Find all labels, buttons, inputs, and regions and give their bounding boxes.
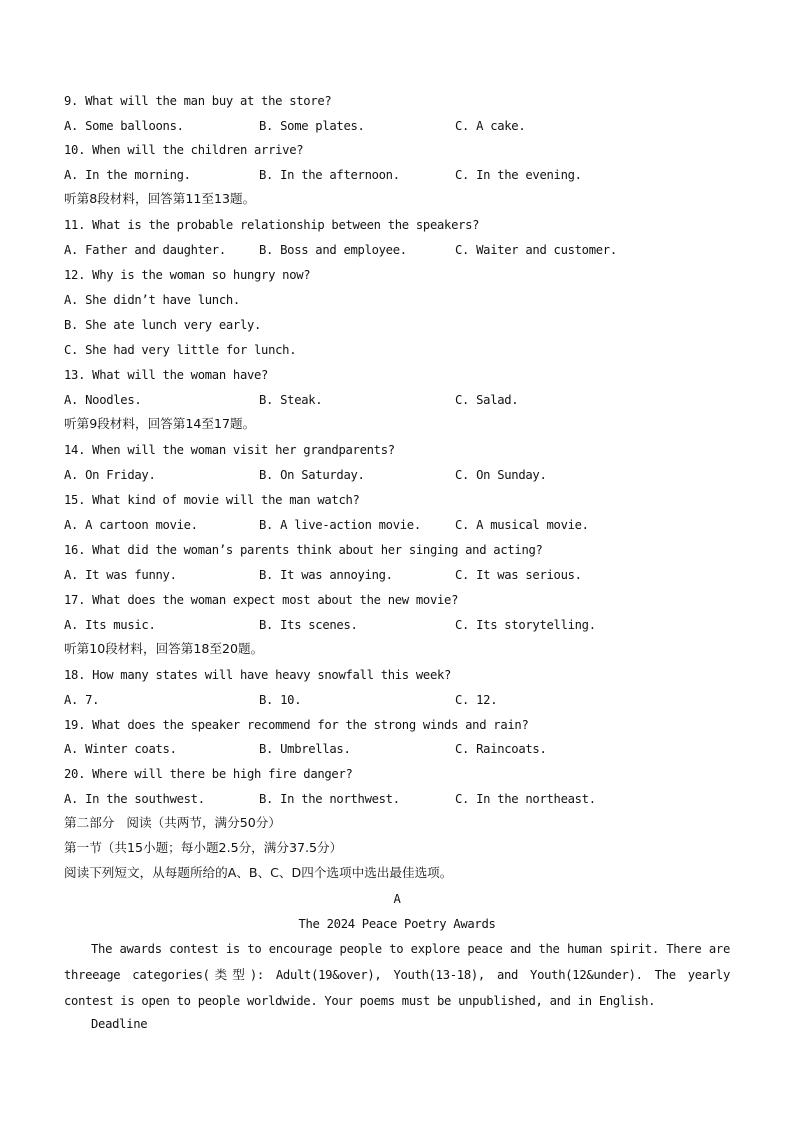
question-19-option-b: B. Umbrellas. [259,742,351,756]
question-18-option-a: A. 7. [64,693,100,707]
question-17-option-b: B. Its scenes. [259,618,358,632]
question-19-option-a: A. Winter coats. [64,742,177,756]
question-19-option-c: C. Raincoats. [455,742,547,756]
question-15-option-b: B. A live-action movie. [259,518,421,532]
part-2-title: 第二部分 阅读（共两节，满分50分） [64,815,281,830]
question-10-option-a: A. In the morning. [64,168,191,182]
question-20-option-b: B. In the northwest. [259,792,400,806]
question-10-option-c: C. In the evening. [455,168,582,182]
question-11-option-a: A. Father and daughter. [64,243,226,257]
question-10-stem: 10. When will the children arrive? [64,143,304,157]
question-12-option-b: B. She ate lunch very early. [64,318,262,332]
question-18-option-c: C. 12. [455,693,498,707]
question-11-option-b: B. Boss and employee. [259,243,407,257]
question-20-stem: 20. Where will there be high fire danger? [64,767,353,781]
question-18-option-b: B. 10. [259,693,302,707]
question-19-stem: 19. What does the speaker recommend for the strong winds and rain? [64,718,529,732]
question-9-option-a: A. Some balloons. [64,119,184,133]
question-17-option-c: C. Its storytelling. [455,618,596,632]
question-13-option-b: B. Steak. [259,393,323,407]
passage-label: A [393,892,401,906]
question-13-option-a: A. Noodles. [64,393,142,407]
question-17-stem: 17. What does the woman expect most about the new movie? [64,593,459,607]
question-20-option-c: C. In the northeast. [455,792,596,806]
passage-paragraph-1 [64,936,730,1014]
section-instruction-9: 听第9段材料，回答第14至17题。 [64,416,256,431]
section-1-instruction: 阅读下列短文，从每题所给的A、B、C、D四个选项中选出最佳选项。 [64,865,453,880]
question-12-option-a: A. She didn’t have lunch. [64,293,240,307]
section-instruction-10: 听第10段材料，回答第18至20题。 [64,641,264,656]
question-14-option-c: C. On Sunday. [455,468,547,482]
question-14-stem: 14. When will the woman visit her grandparents? [64,443,395,457]
question-14-option-b: B. On Saturday. [259,468,365,482]
question-15-option-a: A. A cartoon movie. [64,518,198,532]
question-14-option-a: A. On Friday. [64,468,156,482]
question-15-option-c: C. A musical movie. [455,518,589,532]
paragraph-text-b: ): Adult(19&over), Youth(13-18), and Youth(12&under). The yearly contest is open to people worldwide. Your poems must be unpublished, and in English. [64,968,730,1008]
question-12-stem: 12. Why is the woman so hungry now? [64,268,311,282]
question-9-option-c: C. A cake. [455,119,526,133]
question-12-option-c: C. She had very little for lunch. [64,343,297,357]
question-16-stem: 16. What did the woman’s parents think about her singing and acting? [64,543,543,557]
question-18-stem: 18. How many states will have heavy snowfall this week? [64,668,452,682]
question-11-option-c: C. Waiter and customer. [455,243,617,257]
question-17-option-a: A. Its music. [64,618,156,632]
question-16-option-c: C. It was serious. [455,568,582,582]
question-9-option-b: B. Some plates. [259,119,365,133]
question-16-option-a: A. It was funny. [64,568,177,582]
question-20-option-a: A. In the southwest. [64,792,205,806]
section-instruction-8: 听第8段材料，回答第11至13题。 [64,191,256,206]
question-16-option-b: B. It was annoying. [259,568,393,582]
question-9-stem: 9. What will the man buy at the store? [64,94,332,108]
question-13-stem: 13. What will the woman have? [64,368,269,382]
paragraph-text-a: The awards contest is to encourage people to explore peace and the human spirit. There are threeage categories( [64,942,730,982]
paragraph-cjk-term: 类型 [209,967,250,982]
deadline-heading: Deadline [91,1017,148,1031]
question-15-stem: 15. What kind of movie will the man watch? [64,493,360,507]
section-1-title: 第一节（共15小题；每小题2.5分，满分37.5分） [64,840,343,855]
question-13-option-c: C. Salad. [455,393,519,407]
passage-title: The 2024 Peace Poetry Awards [298,917,496,931]
question-11-stem: 11. What is the probable relationship between the speakers? [64,218,480,232]
question-10-option-b: B. In the afternoon. [259,168,400,182]
